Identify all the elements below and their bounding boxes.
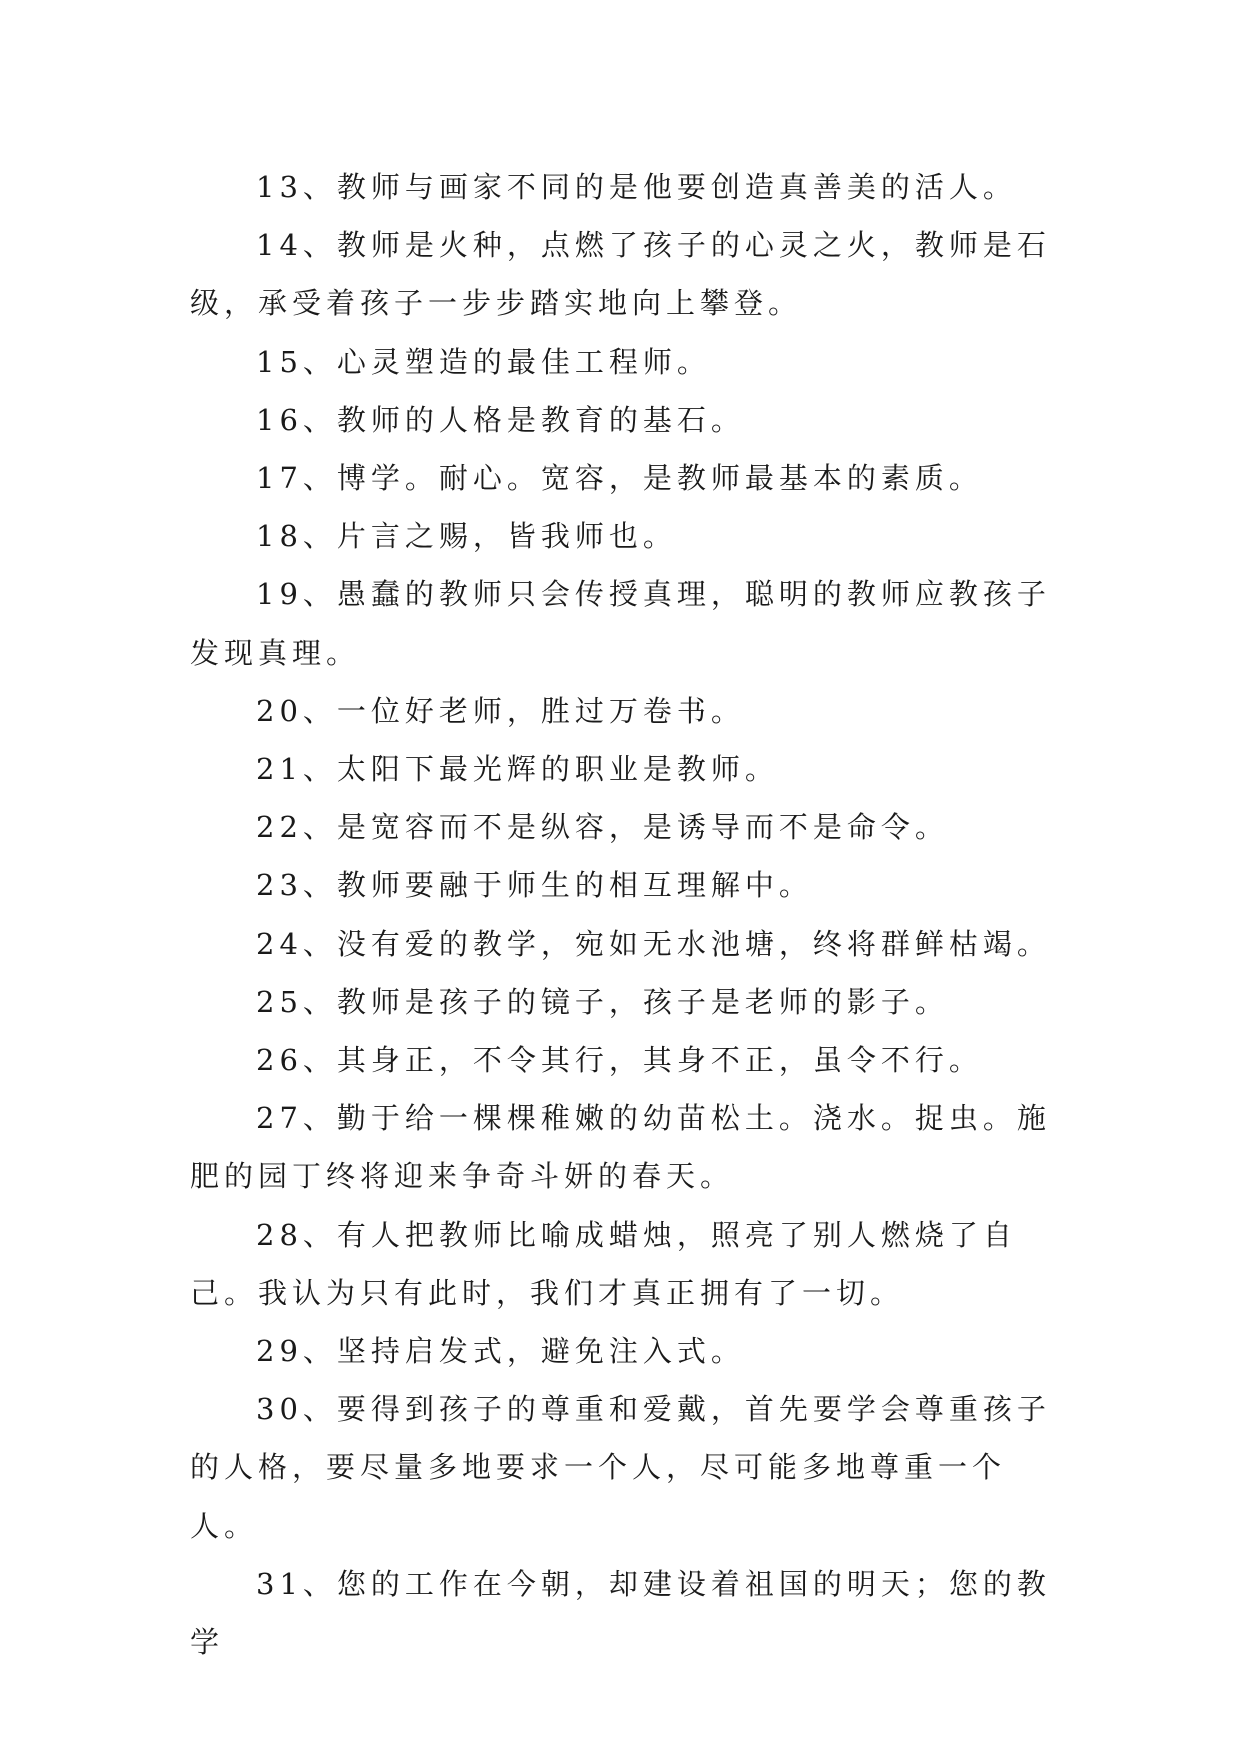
paragraph-15: 15、心灵塑造的最佳工程师。 (256, 344, 711, 379)
paragraph-29: 29、坚持启发式，避免注入式。 (256, 1334, 745, 1369)
paragraph-16: 16、教师的人格是教育的基石。 (256, 402, 745, 437)
paragraph-20: 20、一位好老师，胜过万卷书。 (256, 693, 745, 728)
paragraph-14: 14、教师是火种，点燃了孩子的心灵之火，教师是石级，承受着孩子一步步踏实地向上攀登。 (190, 228, 1051, 321)
paragraph-25: 25、教师是孩子的镜子，孩子是老师的影子。 (256, 984, 949, 1019)
paragraph-30: 30、要得到孩子的尊重和爱戴，首先要学会尊重孩子的人格，要尽量多地要求一个人，尽可能多地尊重一个人。 (190, 1392, 1051, 1543)
paragraph-27: 27、勤于给一棵棵稚嫩的幼苗松土。浇水。捉虫。施肥的园丁终将迎来争奇斗妍的春天。 (190, 1101, 1051, 1194)
paragraph-17: 17、博学。耐心。宽容，是教师最基本的素质。 (256, 461, 983, 496)
paragraph-22: 22、是宽容而不是纵容，是诱导而不是命令。 (256, 810, 949, 845)
paragraph-24: 24、没有爱的教学，宛如无水池塘，终将群鲜枯竭。 (256, 926, 1051, 961)
paragraph-19: 19、愚蠢的教师只会传授真理，聪明的教师应教孩子发现真理。 (190, 577, 1051, 670)
paragraph-26: 26、其身正，不令其行，其身不正，虽令不行。 (256, 1043, 983, 1078)
paragraph-23: 23、教师要融于师生的相互理解中。 (256, 868, 813, 903)
paragraph-28: 28、有人把教师比喻成蜡烛，照亮了别人燃烧了自己。我认为只有此时，我们才真正拥有了一切。 (190, 1217, 1017, 1310)
paragraph-21: 21、太阳下最光辉的职业是教师。 (256, 752, 779, 787)
paragraph-18: 18、片言之赐，皆我师也。 (256, 519, 677, 554)
paragraph-13: 13、教师与画家不同的是他要创造真善美的活人。 (256, 170, 1017, 204)
paragraph-31: 31、您的工作在今朝，却建设着祖国的明天；您的教学 (190, 1566, 1051, 1660)
document-body (190, 158, 1070, 1671)
